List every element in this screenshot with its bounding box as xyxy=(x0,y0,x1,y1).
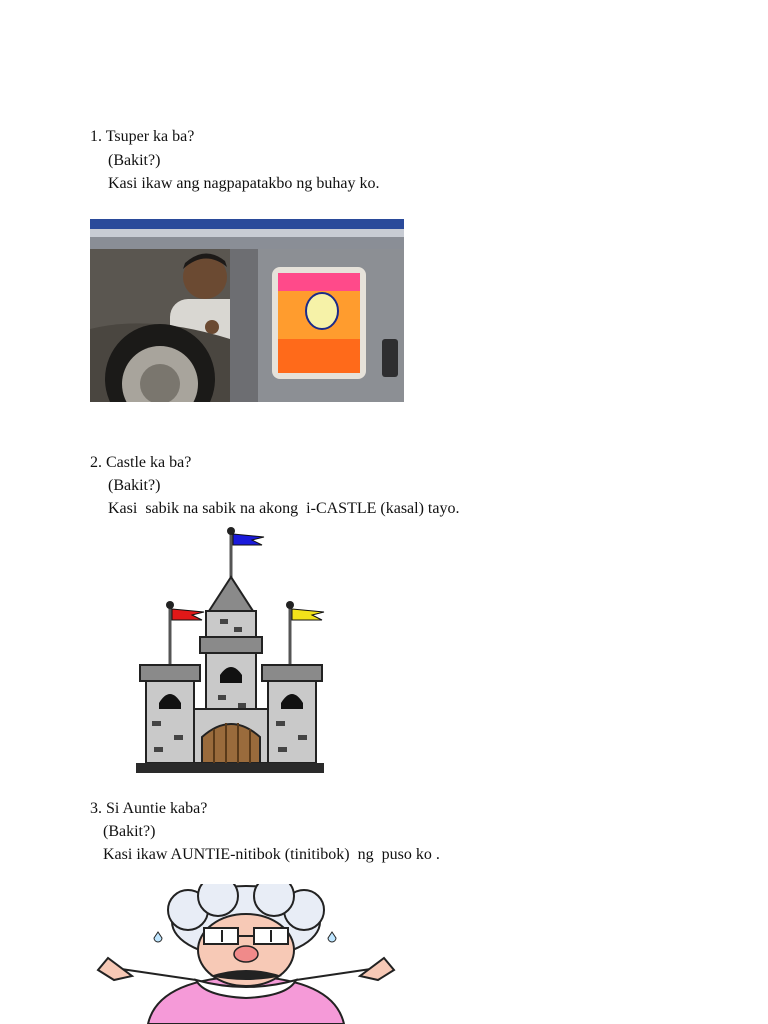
item-2-question: 2. Castle ka ba? xyxy=(90,454,192,471)
castle-clipart xyxy=(134,525,328,775)
auntie-clipart xyxy=(88,884,404,1024)
item-1-answer: Kasi ikaw ang nagpapatakbo ng buhay ko. xyxy=(108,175,380,192)
item-2-why: (Bakit?) xyxy=(108,477,161,494)
item-3-answer: Kasi ikaw AUNTIE-nitibok (tinitibok) ng puso ko . xyxy=(103,846,440,863)
item-1-question: 1. Tsuper ka ba? xyxy=(90,128,195,145)
item-2-answer: Kasi sabik na sabik na akong i-CASTLE (kasal) tayo. xyxy=(108,500,460,517)
jeepney-driver-photo xyxy=(90,219,404,402)
item-3-why: (Bakit?) xyxy=(103,823,156,840)
item-1-why: (Bakit?) xyxy=(108,152,161,169)
item-3-question: 3. Si Auntie kaba? xyxy=(90,800,208,817)
